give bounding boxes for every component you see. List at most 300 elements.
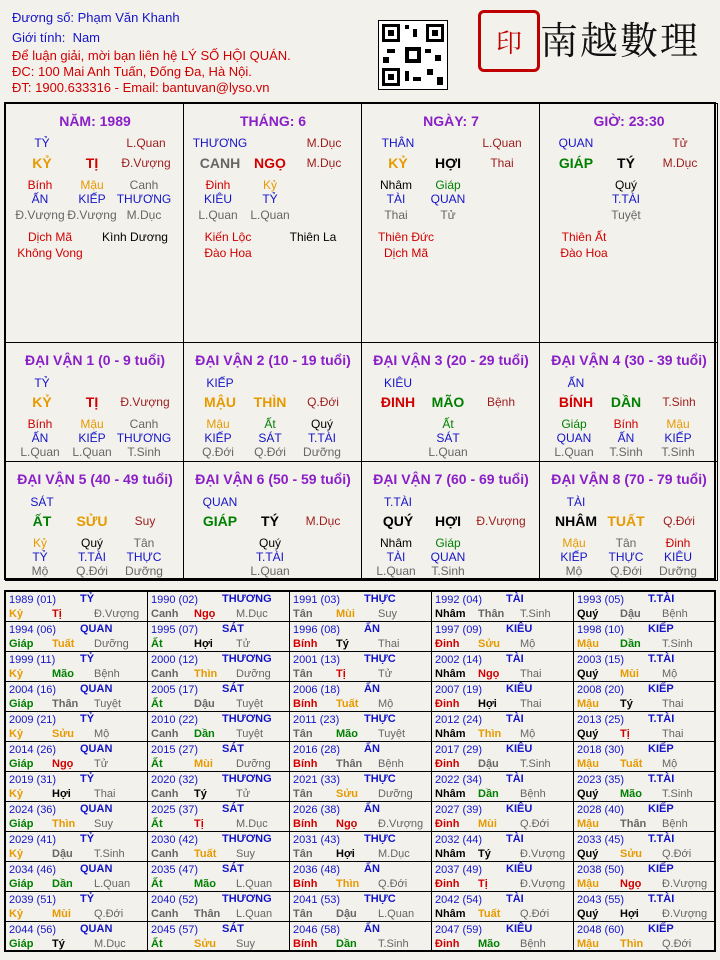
year-cell bbox=[573, 891, 716, 922]
year-cell bbox=[573, 831, 716, 862]
year-branch: Hợi bbox=[336, 848, 355, 860]
pillar-cell bbox=[361, 103, 540, 343]
star-1: Kiến Lộc bbox=[204, 230, 252, 244]
year-branch: Tuất bbox=[336, 698, 359, 710]
year-stage: Suy bbox=[94, 818, 113, 830]
year-stage: Mộ bbox=[520, 638, 536, 650]
year-stem: Đinh bbox=[435, 818, 460, 830]
year-branch: Mùi bbox=[478, 818, 497, 830]
year-stage: Dưỡng bbox=[94, 638, 129, 650]
year-god: TÀI bbox=[506, 893, 524, 905]
year-stem: Ất bbox=[151, 698, 163, 710]
year-stage: L.Quan bbox=[378, 908, 415, 920]
hidden-stem: Đinh bbox=[205, 178, 231, 192]
dai-van-god: ẤN bbox=[567, 376, 585, 390]
year-stem: Quý bbox=[577, 908, 599, 920]
year-stem: Canh bbox=[151, 668, 179, 680]
star-3: Không Vong bbox=[17, 246, 83, 260]
year-god: SÁT bbox=[222, 863, 244, 875]
year-cell bbox=[5, 591, 148, 622]
seal-stamp bbox=[478, 10, 540, 72]
year-god: T.TÀI bbox=[648, 653, 675, 665]
year-branch: Ngọ bbox=[478, 668, 500, 680]
dai-van-stage: Suy bbox=[134, 514, 156, 528]
year-label: 1993 (05) bbox=[577, 594, 625, 606]
year-stage: Q.Đới bbox=[662, 848, 692, 860]
pillar-stage: M.Dục bbox=[662, 156, 698, 170]
year-label: 2035 (47) bbox=[151, 864, 199, 876]
pillar-branch: HỢI bbox=[435, 155, 461, 171]
year-cell bbox=[289, 831, 432, 862]
year-cell bbox=[147, 891, 290, 922]
year-label: 2043 (55) bbox=[577, 894, 625, 906]
year-label: 2041 (53) bbox=[293, 894, 341, 906]
year-cell bbox=[431, 591, 574, 622]
year-branch: Tị bbox=[194, 818, 204, 830]
year-label: 2017 (29) bbox=[435, 744, 483, 756]
year-god: QUAN bbox=[80, 803, 113, 815]
year-cell bbox=[147, 621, 290, 652]
dai-van-cell bbox=[539, 342, 718, 462]
dai-van-hidden-stage: T.Sinh bbox=[127, 445, 161, 459]
year-branch: Sửu bbox=[478, 638, 501, 650]
year-label: 2003 (15) bbox=[577, 654, 625, 666]
year-branch: Tý bbox=[620, 698, 633, 710]
year-stage: Đ.Vượng bbox=[662, 878, 708, 890]
year-god: KIẾP bbox=[648, 683, 674, 695]
year-cell bbox=[431, 861, 574, 892]
year-god: T.TÀI bbox=[648, 713, 675, 725]
dai-van-stem: ĐINH bbox=[380, 394, 416, 410]
year-cell bbox=[573, 591, 716, 622]
dai-van-title: ĐẠI VẬN 6 (50 - 59 tuổi) bbox=[195, 471, 351, 487]
dai-van-stem: NHÂM bbox=[555, 513, 597, 529]
year-stem: Tân bbox=[293, 908, 313, 920]
year-stage: T.Sinh bbox=[94, 848, 125, 860]
year-stem: Canh bbox=[151, 788, 179, 800]
year-cell bbox=[573, 741, 716, 772]
dai-van-hidden-stem: Đinh bbox=[665, 536, 691, 550]
phone-email-line: ĐT: 1900.633316 - Email: bantuvan@lyso.vn bbox=[12, 80, 270, 95]
year-label: 2025 (37) bbox=[151, 804, 199, 816]
dai-van-stage: M.Dục bbox=[305, 514, 341, 528]
dai-van-branch: DẦN bbox=[610, 394, 642, 410]
year-god: KIÊU bbox=[506, 743, 533, 755]
year-stem: Ất bbox=[151, 638, 163, 650]
year-god: THƯƠNG bbox=[222, 893, 272, 905]
pillar-god-top: TỶ bbox=[34, 136, 50, 150]
year-stage: T.Sinh bbox=[520, 608, 551, 620]
dai-van-hidden-stem: Quý bbox=[80, 536, 103, 550]
year-cell bbox=[289, 921, 432, 952]
year-label: 2036 (48) bbox=[293, 864, 341, 876]
star-2: Kình Dương bbox=[102, 230, 168, 244]
year-stem: Đinh bbox=[435, 758, 460, 770]
dai-van-stage: Đ.Vượng bbox=[476, 514, 526, 528]
year-stage: Bệnh bbox=[662, 608, 688, 620]
dai-van-cell bbox=[5, 461, 184, 581]
year-god: TỶ bbox=[80, 593, 95, 605]
year-label: 2011 (23) bbox=[293, 714, 340, 726]
dai-van-stem: KỶ bbox=[32, 394, 52, 410]
year-god: KIẾP bbox=[648, 623, 674, 635]
year-label: 2048 (60) bbox=[577, 924, 625, 936]
year-branch: Tị bbox=[336, 668, 346, 680]
year-branch: Ngọ bbox=[194, 608, 216, 620]
year-stage: Bệnh bbox=[520, 938, 546, 950]
year-label: 1996 (08) bbox=[293, 624, 341, 636]
year-god: KIÊU bbox=[506, 803, 533, 815]
year-branch: Mùi bbox=[620, 668, 639, 680]
year-stem: Quý bbox=[577, 728, 599, 740]
year-stem: Giáp bbox=[9, 758, 34, 770]
year-stem: Bính bbox=[293, 758, 318, 770]
year-stem: Kỷ bbox=[9, 848, 24, 860]
year-branch: Mão bbox=[52, 668, 74, 680]
hidden-god: QUAN bbox=[430, 192, 466, 206]
year-god: SÁT bbox=[222, 683, 244, 695]
dai-van-hidden-stem: Mậu bbox=[562, 536, 586, 550]
year-stage: Đ.Vượng bbox=[520, 848, 566, 860]
dai-van-title: ĐẠI VẬN 2 (10 - 19 tuổi) bbox=[195, 352, 351, 368]
year-cell bbox=[573, 921, 716, 952]
dai-van-title: ĐẠI VẬN 4 (30 - 39 tuổi) bbox=[551, 352, 707, 368]
year-branch: Tị bbox=[52, 608, 62, 620]
year-branch: Tý bbox=[52, 938, 65, 950]
year-cell bbox=[431, 621, 574, 652]
dai-van-title: ĐẠI VẬN 5 (40 - 49 tuổi) bbox=[17, 471, 173, 487]
hidden-stage: L.Quan bbox=[198, 208, 238, 222]
year-stem: Ất bbox=[151, 818, 163, 830]
year-god: TÀI bbox=[506, 593, 524, 605]
year-stage: Bệnh bbox=[662, 818, 688, 830]
year-cell bbox=[147, 711, 290, 742]
dai-van-branch: SỬU bbox=[76, 513, 108, 529]
year-stage: Thai bbox=[520, 698, 542, 710]
year-branch: Tị bbox=[620, 728, 630, 740]
year-cell bbox=[573, 801, 716, 832]
year-stem: Nhâm bbox=[435, 908, 466, 920]
year-stage: Đ.Vượng bbox=[662, 908, 708, 920]
year-branch: Dậu bbox=[478, 758, 499, 770]
pillar-branch: TÝ bbox=[617, 155, 635, 171]
year-cell bbox=[147, 681, 290, 712]
year-cell bbox=[289, 621, 432, 652]
dai-van-hidden-stage: Q.Đới bbox=[76, 564, 108, 578]
pillar-stage: Thai bbox=[490, 156, 514, 170]
year-label: 1997 (09) bbox=[435, 624, 483, 636]
dai-van-hidden-stem: Bính bbox=[27, 417, 53, 431]
pillar-branch: NGỌ bbox=[254, 155, 286, 171]
year-god: KIẾP bbox=[648, 923, 674, 935]
year-stem: Giáp bbox=[9, 638, 34, 650]
dai-van-stage: Q.Đới bbox=[307, 395, 339, 409]
year-stem: Ất bbox=[151, 878, 163, 890]
year-branch: Dậu bbox=[620, 608, 641, 620]
year-cell bbox=[5, 891, 148, 922]
year-god: QUAN bbox=[80, 743, 113, 755]
hidden-stage: Đ.Vượng bbox=[15, 208, 65, 222]
pillar-stem: KỶ bbox=[32, 155, 52, 171]
pillar-title: NĂM: 1989 bbox=[59, 113, 131, 129]
year-god: THỰC bbox=[364, 593, 396, 605]
dai-van-title: ĐẠI VẬN 8 (70 - 79 tuổi) bbox=[551, 471, 707, 487]
year-stage: L.Quan bbox=[94, 878, 131, 890]
year-label: 2033 (45) bbox=[577, 834, 625, 846]
year-branch: Dần bbox=[620, 638, 641, 650]
year-branch: Thân bbox=[620, 818, 647, 830]
dai-van-hidden-stage: Q.Đới bbox=[202, 445, 234, 459]
year-label: 2010 (22) bbox=[151, 714, 199, 726]
dai-van-hidden-god: QUAN bbox=[430, 550, 466, 564]
year-cell bbox=[289, 591, 432, 622]
year-cell bbox=[573, 771, 716, 802]
year-stage: Q.Đới bbox=[520, 818, 550, 830]
year-stage: L.Quan bbox=[236, 878, 273, 890]
year-god: ẤN bbox=[364, 683, 380, 695]
four-pillars-grid bbox=[4, 102, 716, 580]
year-stem: Đinh bbox=[435, 938, 460, 950]
year-branch: Ngọ bbox=[336, 818, 358, 830]
year-stage: Dưỡng bbox=[236, 758, 271, 770]
contact-line: Để luận giải, mời bạn liên hệ LÝ SỐ HỘI QUÁN. bbox=[12, 48, 291, 63]
year-stage: T.Sinh bbox=[378, 938, 409, 950]
dai-van-hidden-god: KIẾP bbox=[78, 431, 106, 445]
hidden-stage: Tử bbox=[440, 208, 456, 222]
year-branch: Thìn bbox=[478, 728, 502, 740]
year-stem: Bính bbox=[293, 638, 318, 650]
dai-van-hidden-stage: L.Quan bbox=[428, 445, 468, 459]
year-label: 2021 (33) bbox=[293, 774, 341, 786]
star-3: Đào Hoa bbox=[560, 246, 608, 260]
year-stem: Giáp bbox=[9, 938, 34, 950]
year-label: 2022 (34) bbox=[435, 774, 483, 786]
year-god: TÀI bbox=[506, 653, 524, 665]
qr-code-icon bbox=[378, 20, 448, 90]
dai-van-hidden-god: KIẾP bbox=[204, 431, 232, 445]
year-stem: Quý bbox=[577, 668, 599, 680]
year-stage: Mộ bbox=[662, 668, 678, 680]
year-god: SÁT bbox=[222, 743, 244, 755]
year-branch: Hợi bbox=[478, 698, 497, 710]
pillar-stage: M.Dục bbox=[306, 156, 342, 170]
address-line: ĐC: 100 Mai Anh Tuấn, Đống Đa, Hà Nội. bbox=[12, 64, 252, 79]
dai-van-hidden-god: TỶ bbox=[32, 550, 48, 564]
dai-van-cell bbox=[539, 461, 718, 581]
dai-van-hidden-god: TÀI bbox=[386, 550, 406, 564]
dai-van-branch: THÌN bbox=[253, 394, 287, 410]
annual-table bbox=[4, 590, 716, 952]
year-label: 2037 (49) bbox=[435, 864, 483, 876]
year-cell bbox=[431, 891, 574, 922]
seal-glyph: 印 bbox=[495, 28, 522, 59]
year-label: 2040 (52) bbox=[151, 894, 199, 906]
year-stem: Tân bbox=[293, 848, 313, 860]
hidden-stem: Kỷ bbox=[262, 178, 277, 192]
year-branch: Hợi bbox=[620, 908, 639, 920]
year-stem: Mậu bbox=[577, 638, 599, 650]
owner-name: Đương số: Phạm Văn Khanh bbox=[12, 10, 180, 25]
dai-van-hidden-god: ẤN bbox=[31, 431, 49, 445]
year-god: THƯƠNG bbox=[222, 833, 272, 845]
hidden-stage: Đ.Vượng bbox=[67, 208, 117, 222]
year-branch: Sửu bbox=[620, 848, 643, 860]
year-stem: Tân bbox=[293, 608, 313, 620]
year-god: THƯƠNG bbox=[222, 653, 272, 665]
year-branch: Dần bbox=[52, 878, 73, 890]
year-stem: Nhâm bbox=[435, 728, 466, 740]
year-label: 2019 (31) bbox=[9, 774, 57, 786]
year-branch: Thìn bbox=[336, 878, 360, 890]
year-branch: Ngọ bbox=[52, 758, 74, 770]
year-branch: Tuất bbox=[620, 758, 643, 770]
year-god: SÁT bbox=[222, 623, 244, 635]
year-label: 2008 (20) bbox=[577, 684, 625, 696]
dai-van-title: ĐẠI VẬN 3 (20 - 29 tuổi) bbox=[373, 352, 529, 368]
year-cell bbox=[289, 741, 432, 772]
dai-van-hidden-god: T.TÀI bbox=[255, 550, 284, 564]
year-stem: Tân bbox=[293, 668, 313, 680]
year-god: QUAN bbox=[80, 683, 113, 695]
year-label: 1995 (07) bbox=[151, 624, 199, 636]
year-cell bbox=[5, 651, 148, 682]
dai-van-stem: QUÝ bbox=[382, 513, 414, 529]
dai-van-hidden-god: SÁT bbox=[258, 431, 282, 445]
year-god: TỶ bbox=[80, 833, 95, 845]
dai-van-hidden-stage: L.Quan bbox=[20, 445, 60, 459]
year-label: 2005 (17) bbox=[151, 684, 199, 696]
dai-van-hidden-god: THỰC bbox=[126, 550, 162, 564]
year-cell bbox=[289, 651, 432, 682]
hidden-stem: Mậu bbox=[80, 178, 104, 192]
year-branch: Sửu bbox=[52, 728, 75, 740]
year-label: 2030 (42) bbox=[151, 834, 199, 846]
year-label: 1989 (01) bbox=[9, 594, 57, 606]
year-god: T.TÀI bbox=[648, 893, 675, 905]
year-cell bbox=[147, 771, 290, 802]
year-stage: T.Sinh bbox=[662, 638, 693, 650]
dai-van-stage: Đ.Vượng bbox=[120, 395, 170, 409]
gender-value: Nam bbox=[72, 30, 101, 45]
dai-van-stem: MẬU bbox=[204, 394, 236, 410]
dai-van-hidden-stage: L.Quan bbox=[72, 445, 112, 459]
year-branch: Hợi bbox=[52, 788, 71, 800]
dai-van-hidden-stem: Mậu bbox=[206, 417, 230, 431]
year-label: 1990 (02) bbox=[151, 594, 199, 606]
dai-van-hidden-stem: Quý bbox=[258, 536, 281, 550]
year-stem: Kỷ bbox=[9, 728, 24, 740]
year-label: 2042 (54) bbox=[435, 894, 483, 906]
year-label: 2014 (26) bbox=[9, 744, 57, 756]
year-stem: Mậu bbox=[577, 938, 599, 950]
year-branch: Sửu bbox=[194, 938, 217, 950]
star-3: Đào Hoa bbox=[204, 246, 252, 260]
dai-van-hidden-stem: Mậu bbox=[666, 417, 690, 431]
year-cell bbox=[289, 861, 432, 892]
dai-van-hidden-stage: Q.Đới bbox=[610, 564, 642, 578]
year-god: T.TÀI bbox=[648, 833, 675, 845]
year-god: KIÊU bbox=[506, 683, 533, 695]
year-cell bbox=[147, 921, 290, 952]
dai-van-god: TÀI bbox=[566, 495, 586, 509]
year-cell bbox=[5, 861, 148, 892]
year-stem: Bính bbox=[293, 938, 318, 950]
year-label: 2027 (39) bbox=[435, 804, 483, 816]
year-stem: Giáp bbox=[9, 698, 34, 710]
year-label: 2026 (38) bbox=[293, 804, 341, 816]
year-god: THƯƠNG bbox=[222, 773, 272, 785]
dai-van-hidden-stage: T.Sinh bbox=[609, 445, 643, 459]
dai-van-hidden-god: T.TÀI bbox=[77, 550, 106, 564]
hidden-stage: L.Quan bbox=[250, 208, 290, 222]
pillar-cell bbox=[539, 103, 718, 343]
dai-van-hidden-stage: Dưỡng bbox=[659, 564, 697, 578]
year-stage: Q.Đới bbox=[520, 908, 550, 920]
dai-van-hidden-stem: Nhâm bbox=[379, 536, 412, 550]
year-stage: Mộ bbox=[662, 758, 678, 770]
year-stage: Mộ bbox=[378, 698, 394, 710]
pillar-title: THÁNG: 6 bbox=[239, 113, 307, 129]
year-label: 1991 (03) bbox=[293, 594, 341, 606]
dai-van-hidden-god: THỰC bbox=[608, 550, 644, 564]
year-stage: Bệnh bbox=[94, 668, 120, 680]
year-label: 1992 (04) bbox=[435, 594, 483, 606]
year-cell bbox=[5, 741, 148, 772]
year-stage: Tử bbox=[94, 758, 109, 770]
dai-van-god: KIÊU bbox=[383, 376, 412, 390]
pillar-title: GIỜ: 23:30 bbox=[593, 113, 665, 129]
year-stage: Thai bbox=[520, 668, 542, 680]
year-god: T.TÀI bbox=[648, 773, 675, 785]
year-label: 2038 (50) bbox=[577, 864, 625, 876]
year-label: 2047 (59) bbox=[435, 924, 483, 936]
year-god: KIẾP bbox=[648, 863, 674, 875]
year-stage: Tuyệt bbox=[378, 728, 406, 740]
dai-van-hidden-god: SÁT bbox=[436, 431, 460, 445]
dai-van-branch: TÝ bbox=[261, 513, 279, 529]
year-branch: Dần bbox=[194, 728, 215, 740]
year-cell bbox=[5, 801, 148, 832]
year-label: 2018 (30) bbox=[577, 744, 625, 756]
year-cell bbox=[5, 681, 148, 712]
year-god: THỰC bbox=[364, 773, 396, 785]
dai-van-hidden-stage: Mộ bbox=[565, 564, 583, 578]
hidden-stem: Canh bbox=[129, 178, 159, 192]
year-stage: Thai bbox=[378, 638, 400, 650]
year-stem: Đinh bbox=[435, 878, 460, 890]
year-stem: Giáp bbox=[9, 878, 34, 890]
dai-van-branch: MÃO bbox=[431, 394, 465, 410]
hidden-stem: Giáp bbox=[435, 178, 461, 192]
hidden-god: TÀI bbox=[386, 192, 406, 206]
year-cell bbox=[147, 801, 290, 832]
dai-van-branch: HỢI bbox=[435, 513, 461, 529]
dai-van-god: T.TÀI bbox=[383, 495, 412, 509]
year-label: 2044 (56) bbox=[9, 924, 57, 936]
year-stage: Q.Đới bbox=[662, 938, 692, 950]
year-cell bbox=[147, 831, 290, 862]
gender-label-text: Giới tính: bbox=[12, 30, 66, 45]
year-branch: Mão bbox=[620, 788, 642, 800]
hidden-stem: Nhâm bbox=[379, 178, 412, 192]
year-stem: Ất bbox=[151, 938, 163, 950]
dai-van-stage: Q.Đới bbox=[663, 514, 695, 528]
year-god: KIÊU bbox=[506, 623, 533, 635]
year-stage: L.Quan bbox=[236, 908, 273, 920]
year-branch: Mùi bbox=[336, 608, 355, 620]
pillar-god-top: QUAN bbox=[558, 136, 594, 150]
year-god: T.TÀI bbox=[648, 593, 675, 605]
